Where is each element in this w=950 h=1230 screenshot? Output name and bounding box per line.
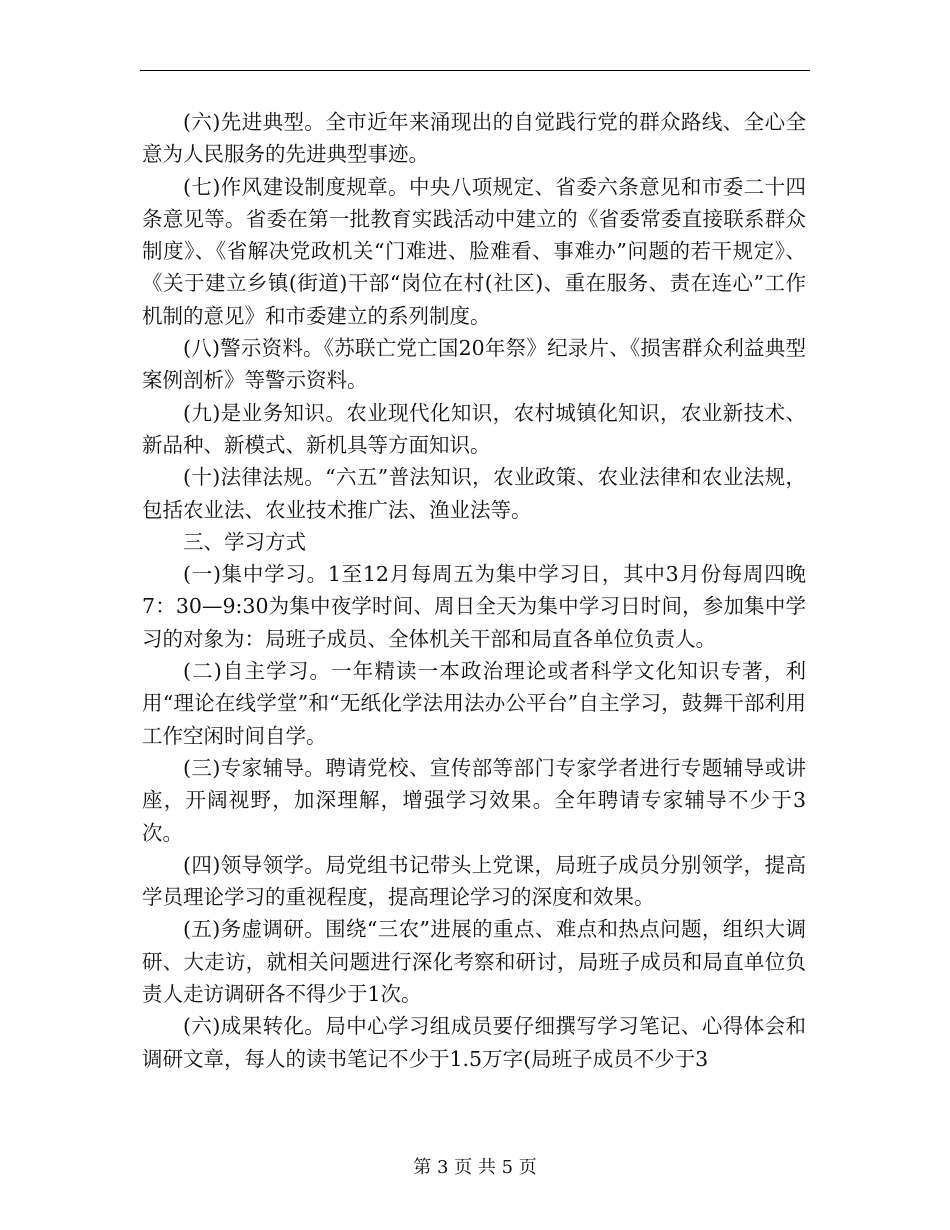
paragraph-leadership-study: (四)领导领学。局党组书记带头上党课，局班子成员分别领学，提高学员理论学习的重视程度，提高理论学习的深度和效果。	[142, 852, 806, 910]
document-body	[142, 106, 806, 1075]
paragraph-research: (五)务虚调研。围绕“三农”进展的重点、难点和热点问题，组织大调研、大走访，就相关问题进行深化考察和研讨，局班子成员和局直单位负责人走访调研各不得少于1次。	[142, 917, 806, 1007]
paragraph-results-transformation: (六)成果转化。局中心学习组成员要仔细撰写学习笔记、心得体会和调研文章，每人的读书笔记不少于1.5万字(局班子成员不少于3	[142, 1014, 806, 1071]
paragraph-centralized-study: (一)集中学习。1至12月每周五为集中学习日，其中3月份每周四晚7：30—9:30为集中夜学时间、周日全天为集中学习日时间，参加集中学习的对象为：局班子成员、全体机关干部和局直各单位负责人。	[142, 562, 806, 651]
section-heading-study-methods: 三、学习方式	[183, 529, 306, 554]
paragraph-laws-regulations: (十)法律法规。“六五”普法知识，农业政策、农业法律和农业法规，包括农业法、农业技术推广法、渔业法等。	[142, 465, 806, 522]
paragraph-expert-guidance: (三)专家辅导。聘请党校、宣传部等部门专家学者进行专题辅导或讲座，开阔视野，加深理解，增强学习效果。全年聘请专家辅导不少于3次。	[142, 755, 806, 845]
paragraph-business-knowledge: (九)是业务知识。农业现代化知识，农村城镇化知识，农业新技术、新品种、新模式、新机具等方面知识。	[142, 400, 806, 457]
paragraph-advanced-models: (六)先进典型。全市近年来涌现出的自觉践行党的群众路线、全心全意为人民服务的先进典型事迹。	[142, 110, 806, 167]
paragraph-warning-materials: (八)警示资料。《苏联亡党亡国20年祭》纪录片、《损害群众利益典型案例剖析》等警示资料。	[142, 336, 806, 393]
paragraph-self-study: (二)自主学习。一年精读一本政治理论或者科学文化知识专著，利用“理论在线学堂”和“无纸化学法用法办公平台”自主学习，鼓舞干部利用工作空闲时间自学。	[142, 659, 806, 748]
header-rule	[140, 70, 810, 71]
paragraph-work-style-rules: (七)作风建设制度规章。中央八项规定、省委六条意见和市委二十四条意见等。省委在第一批教育实践活动中建立的《省委常委直接联系群众制度》、《省解决党政机关“门难进、脸难看、事难办”问题的若干规定》、《关于建立乡镇(街道)干部“岗位在村(社区)、重在服务、责在连心”工作机制的意见》和市委建立的系列制度。	[142, 174, 806, 328]
page-number-footer: 第 3 页 共 5 页	[413, 1157, 537, 1178]
